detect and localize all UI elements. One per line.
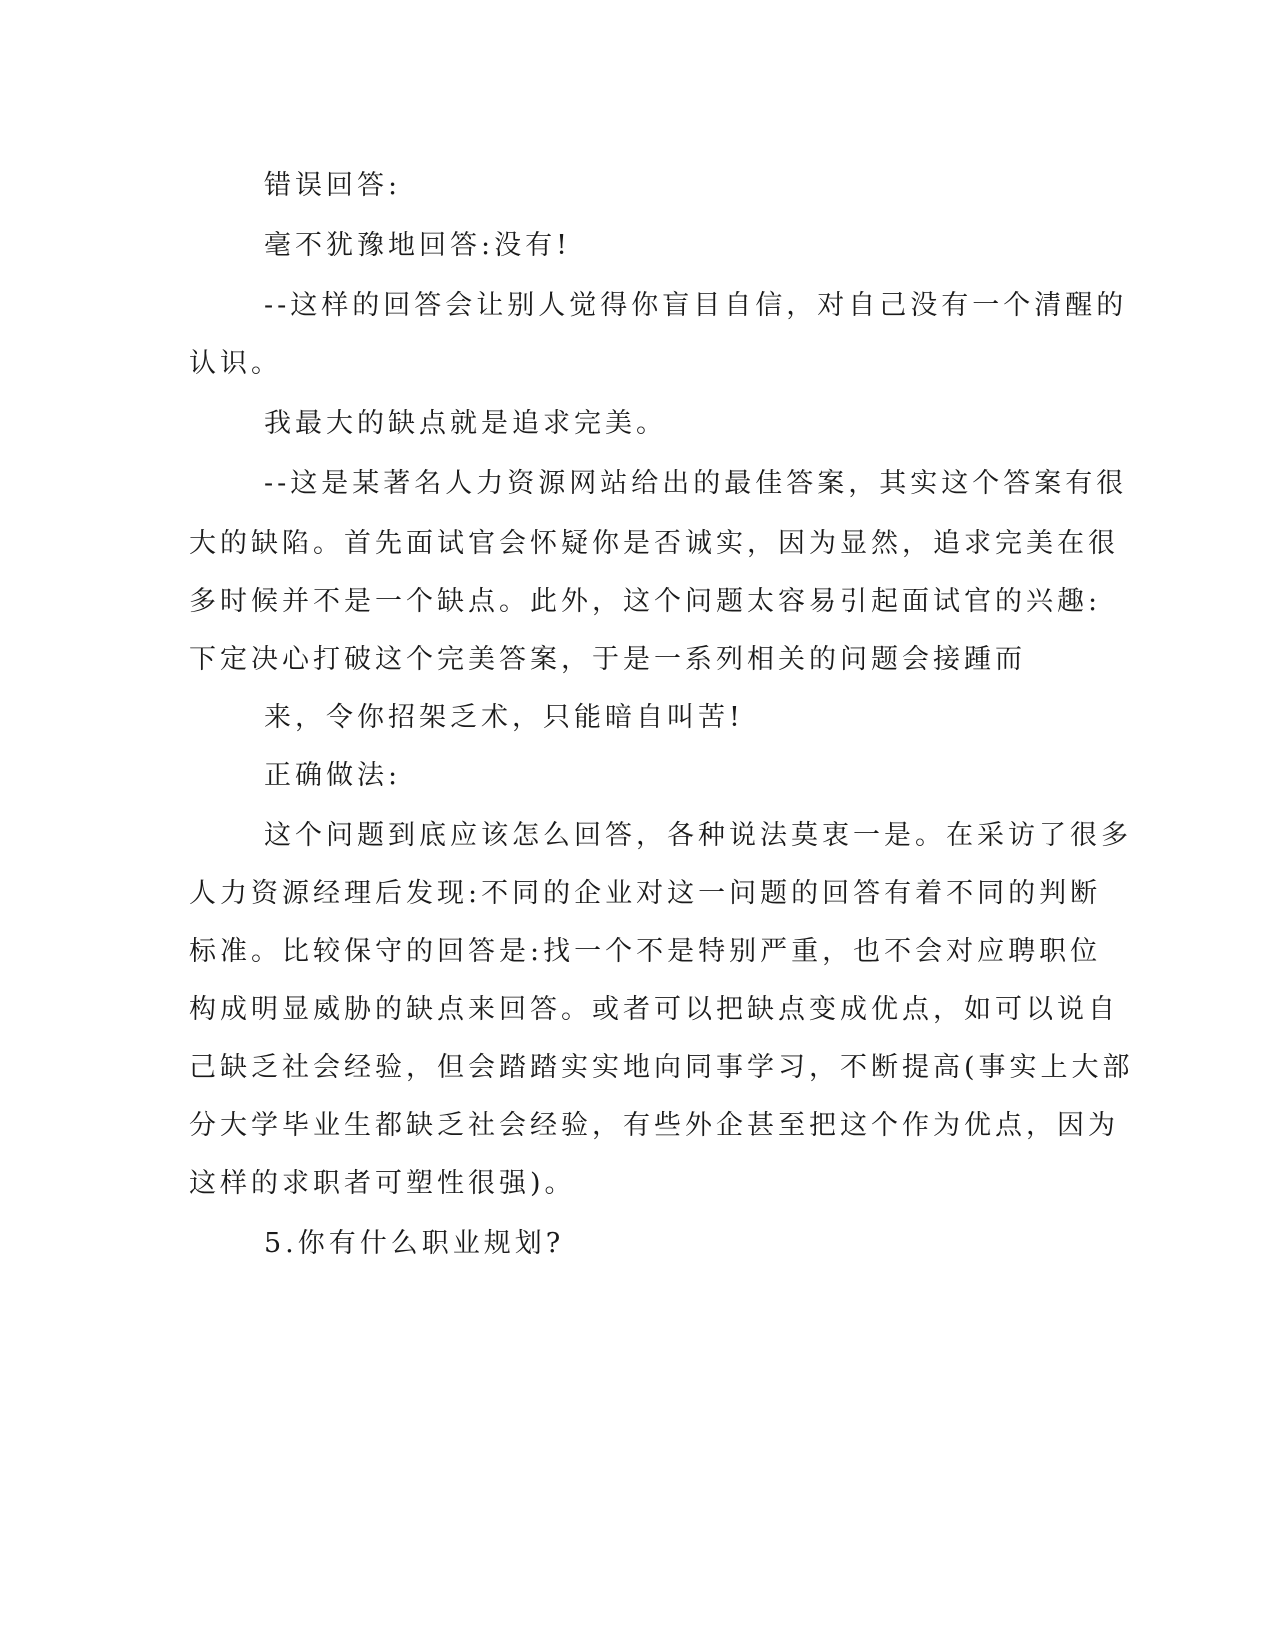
paragraph-line: 大的缺陷。首先面试官会怀疑你是否诚实，因为显然，追求完美在很 [189,528,1119,559]
paragraph-line: 构成明显威胁的缺点来回答。或者可以把缺点变成优点，如可以说自 [189,994,1119,1025]
paragraph-line: 毫不犹豫地回答:没有! [264,230,571,261]
paragraph-line: 人力资源经理后发现:不同的企业对这一问题的回答有着不同的判断 [189,878,1102,909]
paragraph-line: 己缺乏社会经验，但会踏踏实实地向同事学习，不断提高(事实上大部 [189,1052,1134,1083]
question-heading: 5.你有什么职业规划? [264,1228,565,1259]
paragraph-line: 标准。比较保守的回答是:找一个不是特别严重，也不会对应聘职位 [189,936,1102,967]
paragraph-line: 这个问题到底应该怎么回答，各种说法莫衷一是。在采访了很多 [264,820,1132,851]
paragraph-line: 来，令你招架乏术，只能暗自叫苦! [264,702,744,733]
paragraph-line: 这样的求职者可塑性很强)。 [189,1168,576,1199]
section-heading-wrong-answer: 错误回答: [264,170,402,201]
paragraph-line: 下定决心打破这个完美答案，于是一系列相关的问题会接踵而 [189,644,1026,675]
paragraph-line: 认识。 [189,348,282,379]
paragraph-line: 多时候并不是一个缺点。此外，这个问题太容易引起面试官的兴趣: [189,586,1102,617]
paragraph-line: 分大学毕业生都缺乏社会经验，有些外企甚至把这个作为优点，因为 [189,1110,1119,1141]
paragraph-line: 我最大的缺点就是追求完美。 [264,408,667,439]
section-heading-correct-approach: 正确做法: [264,760,402,791]
paragraph-line: --这是某著名人力资源网站给出的最佳答案，其实这个答案有很 [264,468,1128,499]
paragraph-line: --这样的回答会让别人觉得你盲目自信，对自己没有一个清醒的 [264,290,1128,321]
